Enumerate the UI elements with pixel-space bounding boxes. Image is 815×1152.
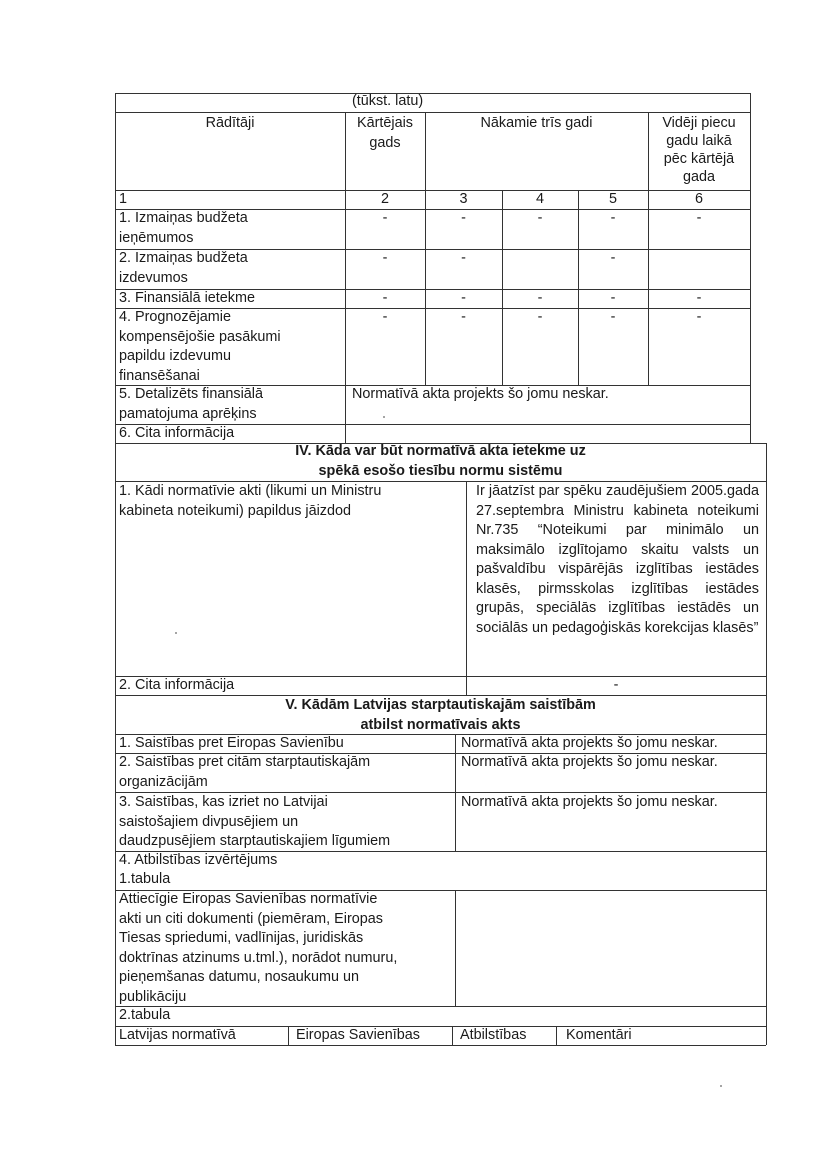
cell-dash: - [696,210,702,226]
section-iv-a1: Ir jāatzīst par spēku zaudējušiem 2005.gada 27.septembra Ministru kabineta noteikumi Nr.735 “Noteikumi par minimālo un maksimālo izglītojamo skaitu valsts un pašvaldību vispārējās izglītības iestādes klasēs, pirmsskolas izglītības iestādes grupās, speciālās izglītības iestādēs un sociālās un pedagoģiskās korekcijas klasēs” [476,483,759,636]
col-num-4: 4 [535,191,544,207]
scan-speck [720,1085,722,1087]
col-num-5: 5 [608,191,617,207]
scan-speck [383,416,385,418]
row-detailed-calculation-value: Normatīvā akta projekts šo jomu neskar. [352,386,609,402]
section-v-q1: 1. Saistības pret Eiropas Savienību [119,735,344,751]
cell-dash: - [537,290,543,306]
cell-dash: - [610,210,616,226]
cell-dash: - [537,309,543,325]
header-next-three-years: Nākamie trīs gadi [480,115,593,131]
row-financial-impact: 3. Finansiālā ietekme [119,290,255,306]
section-v-a2: Normatīvā akta projekts šo jomu neskar. [461,754,718,770]
col-num-1: 1 [119,191,128,207]
unit-label: (tūkst. latu) [352,93,424,109]
row-expenditure-changes: 2. Izmaiņas budžeta izdevumos [119,250,248,286]
cell-dash: - [696,290,702,306]
table-1-label: 1.tabula [119,871,171,887]
section-v-title: V. Kādām Latvijas starptautiskajām saistībām atbilst normatīvais akts [285,697,596,733]
cell-dash: - [537,210,543,226]
row-other-info: 6. Cita informācija [119,425,235,441]
row-detailed-calculation: 5. Detalizēts finansiālā pamatojuma aprēķins [119,386,263,422]
cell-dash: - [461,290,466,306]
scan-speck [175,632,177,634]
header-five-year-average: Vidēji piecu gadu laikā pēc kārtējā gada [662,115,736,185]
section-iv-q1: 1. Kādi normatīvie akti (likumi un Ministru kabineta noteikumi) papildus jāizdod [119,483,382,519]
cell-dash: - [461,250,466,266]
cell-dash: - [610,290,616,306]
section-v-a3: Normatīvā akta projekts šo jomu neskar. [461,794,718,810]
cell-dash: - [382,210,388,226]
cell-dash: - [461,309,466,325]
cell-dash: - [382,309,388,325]
cell-dash: - [461,210,466,226]
section-v-q3: 3. Saistības, kas izriet no Latvijai saistošajiem divpusējiem un daudzpusējiem starptautiskajiem līgumiem [119,794,391,849]
section-iv-q2: 2. Cita informācija [119,677,235,693]
col-num-6: 6 [694,191,703,207]
section-v-q2: 2. Saistības pret citām starptautiskajām organizācijām [119,754,371,790]
row-compensating-measures: 4. Prognozējamie kompensējošie pasākumi papildu izdevumu finansēšanai [119,309,281,384]
col-num-2: 2 [380,191,389,207]
header-indicators: Rādītāji [205,115,255,131]
cell-dash: - [382,250,388,266]
section-v-q4: 4. Atbilstības izvērtējums [119,852,278,868]
section-v-a1: Normatīvā akta projekts šo jomu neskar. [461,735,718,751]
cell-dash: - [696,309,702,325]
cell-dash: - [610,250,616,266]
header-current-year: Kārtējais gads [357,115,413,151]
table-2-col-latvian-act: Latvijas normatīvā [119,1027,236,1043]
section-iv-title: IV. Kāda var būt normatīvā akta ietekme uz spēkā esošo tiesību normu sistēmu [295,443,586,479]
cell-dash: - [610,309,616,325]
table-2-col-eu-act: Eiropas Savienības [296,1027,420,1043]
col-num-3: 3 [459,191,468,207]
section-iv-a2: - [613,677,619,693]
table-1-header-text: Attiecīgie Eiropas Savienības normatīvie akti un citi dokumenti (piemēram, Eiropas Tiesas spriedumi, vadlīnijas, juridiskās doktrīnas atzinums u.tml.), norādot numuru, pieņemšanas datumu, nosaukumu un publikāciju [119,891,398,1005]
table-2-col-comments: Komentāri [566,1027,632,1043]
table-2-col-compliance: Atbilstības [460,1027,527,1043]
table-2-label: 2.tabula [119,1007,171,1023]
cell-dash: - [382,290,388,306]
row-revenue-changes: 1. Izmaiņas budžeta ieņēmumos [119,210,248,246]
